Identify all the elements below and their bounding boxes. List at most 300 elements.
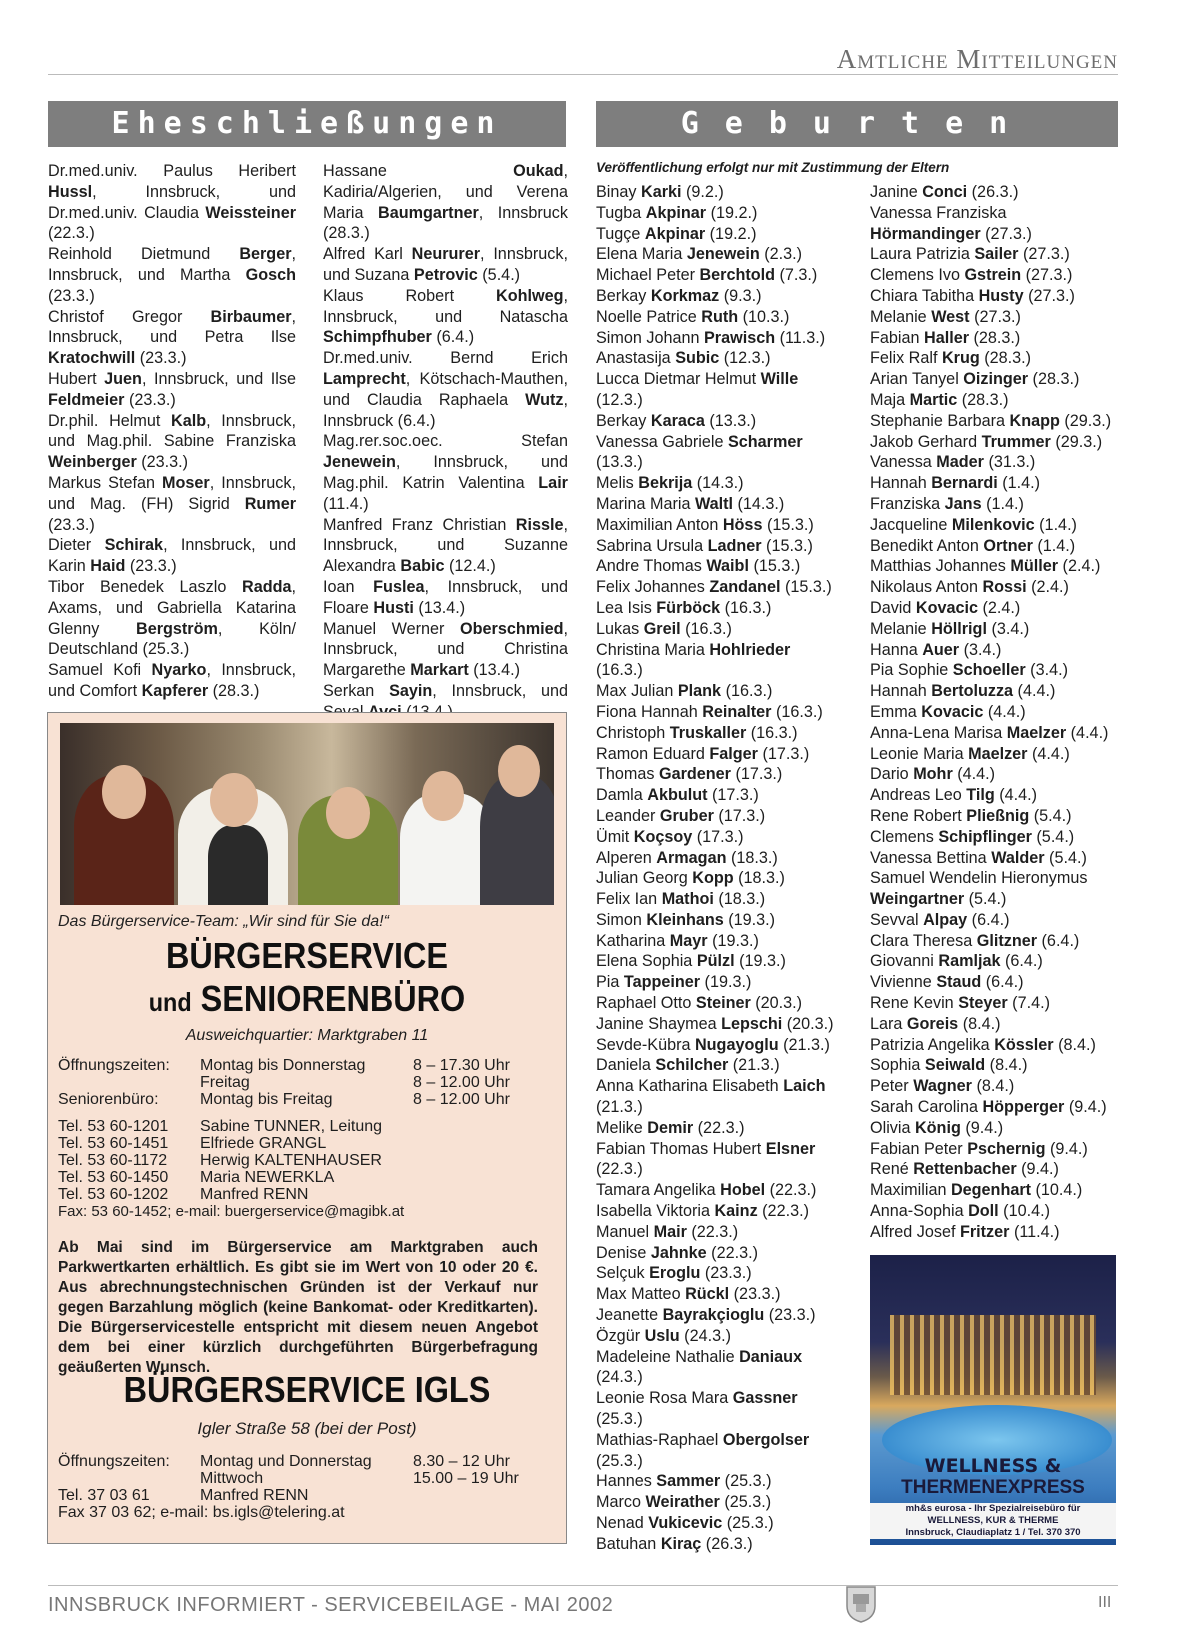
entry-text: Jeanette	[596, 1306, 663, 1325]
entry-text: Fabian Thomas Hubert	[596, 1139, 766, 1158]
marriage-entry	[48, 369, 296, 411]
marriage-entry	[323, 161, 568, 244]
surname: Berger	[239, 245, 292, 264]
entry-text: (12.4.)	[444, 557, 496, 576]
wellness-line-5: Innsbruck, Claudiaplatz 1 / Tel. 370 370	[905, 1527, 1081, 1538]
birth-entry	[870, 286, 1120, 307]
entry-text: Mathias-Raphael	[596, 1430, 723, 1449]
entry-text: Jakob Gerhard	[870, 432, 982, 451]
entry-text: , Innsbruck, und Christina Margarethe	[323, 619, 568, 680]
birth-entry	[870, 1055, 1120, 1076]
surname: Schoeller	[952, 661, 1026, 680]
phone-row-cell: Maria NEWERKLA	[200, 1169, 335, 1186]
entry-text: (8.4.)	[958, 1014, 1001, 1033]
birth-entry	[596, 1035, 840, 1056]
entry-text: Lea Isis	[596, 598, 657, 617]
surname: Elsner	[765, 1139, 816, 1158]
birth-entry	[596, 744, 840, 765]
surname: Mair	[653, 1222, 687, 1241]
entry-text: Dario	[870, 765, 914, 784]
birth-entry	[596, 494, 840, 515]
birth-entry	[596, 931, 840, 952]
entry-text: Leander	[596, 806, 660, 825]
surname: Ortner	[983, 536, 1033, 555]
surname: Schirak	[104, 536, 164, 555]
birth-entry	[596, 265, 840, 286]
surname: Schilcher	[655, 1056, 729, 1075]
igls-phone-row-cell: Manfred RENN	[200, 1487, 309, 1504]
hours-row-cell: 8 – 17.30 Uhr	[413, 1057, 510, 1074]
entry-text: (23.3.)	[125, 557, 177, 576]
birth-entry	[870, 1201, 1120, 1222]
hours-row-cell: Montag bis Donnerstag	[200, 1057, 366, 1074]
igls-address: Igler Straße 58 (bei der Post)	[197, 1419, 417, 1438]
entry-text: Klaus Robert	[323, 286, 497, 305]
igls-contact	[58, 1487, 558, 1521]
birth-entry	[870, 515, 1120, 536]
surname: Gardener	[658, 765, 731, 784]
surname: Tilg	[966, 786, 995, 805]
igls-title: BÜRGERSERVICE IGLS	[123, 1369, 491, 1410]
surname: Waltl	[694, 494, 734, 513]
surname: Oukad	[513, 162, 564, 180]
marriage-entry	[48, 244, 296, 306]
surname: Ladner	[707, 536, 762, 555]
birth-entry	[596, 1263, 840, 1284]
surname: Husty	[978, 286, 1024, 305]
entry-text: (25.3.)	[596, 1451, 643, 1470]
entry-text: Dieter	[48, 536, 105, 555]
surname: König	[914, 1118, 961, 1137]
entry-text: , Innsbruck, und Dr.med.univ. Claudia	[48, 182, 296, 222]
marriage-entry	[48, 307, 296, 369]
entry-text: Berkay	[596, 286, 651, 305]
surname: Demir	[647, 1118, 694, 1137]
entry-text: Vanessa Bettina	[870, 848, 992, 867]
entry-text: (14.3.)	[733, 494, 785, 513]
surname: Wutz	[525, 390, 564, 409]
page-header	[48, 40, 1118, 75]
entry-text: Raphael Otto	[596, 994, 696, 1013]
entry-text: (23.3.)	[48, 286, 95, 305]
entry-text: Noelle Patrice	[596, 307, 702, 326]
entry-text: (10.4.)	[1031, 1181, 1083, 1200]
birth-entry	[596, 473, 840, 494]
surname: Jans	[944, 494, 982, 513]
birth-entry	[596, 203, 840, 224]
surname: Goreis	[906, 1014, 959, 1033]
entry-text: Markus Stefan	[48, 473, 163, 492]
igls-hours-row-cell: Öffnungszeiten:	[58, 1453, 170, 1470]
birth-entry	[870, 619, 1120, 640]
surname: Mayr	[669, 931, 708, 950]
birth-entry	[870, 182, 1120, 203]
page-number: III	[1098, 1594, 1112, 1611]
surname: Greil	[643, 619, 681, 638]
surname: Eroglu	[649, 1264, 701, 1283]
entry-text: (12.3.)	[719, 349, 771, 368]
hours-row	[58, 1074, 558, 1091]
entry-text: (2.3.)	[759, 245, 803, 264]
surname: Karaca	[650, 411, 705, 430]
phone-row	[58, 1186, 558, 1203]
birth-entry	[596, 640, 840, 682]
wellness-ad	[870, 1255, 1116, 1545]
marriage-entry	[323, 348, 568, 431]
entry-text: Damla	[596, 786, 648, 805]
birth-entry	[870, 494, 1120, 515]
entry-text: (14.3.)	[692, 474, 744, 493]
parking-notice: Ab Mai sind im Bürgerservice am Marktgraben auch Parkwertkarten erhältlich. Es gibt sie im Wert von 10 oder 20 €. Aus abrechnungstechnischen Gründen ist der Verkauf nur gegen Barzahlung möglich (keine Bankomat- oder Kreditkarten). Die Bürgerservicestelle entspricht mit diesem neuen Angebot dem bei einer kürzlich durchgeführten Bürgerbefragung geäußerten Wunsch.	[58, 1239, 538, 1376]
marriages-column-1	[48, 161, 296, 702]
entry-text: (23.3.)	[124, 390, 176, 409]
surname: Gruber	[659, 806, 714, 825]
entry-text: Tamara Angelika	[596, 1181, 721, 1200]
entry-text: (27.3.)	[980, 224, 1032, 243]
entry-text: (27.3.)	[1021, 266, 1073, 285]
surname: Hohlrieder	[709, 640, 791, 659]
igls-hours-row-cell: 8.30 – 12 Uhr	[413, 1453, 510, 1470]
surname: Ruth	[701, 307, 739, 326]
surname: Kovacic	[921, 702, 984, 721]
surname: Kainz	[714, 1202, 758, 1221]
surname: Milenkovic	[951, 515, 1035, 534]
entry-text: Sevval	[870, 910, 924, 929]
phone-row	[58, 1135, 558, 1152]
ad-temp-address: Ausweichquartier: Marktgraben 11	[185, 1027, 429, 1044]
entry-text: Max Matteo	[596, 1285, 686, 1304]
entry-text: (16.3.)	[720, 598, 772, 617]
entry-text: (9.4.)	[960, 1118, 1004, 1137]
entry-text: , Innsbruck, und Mag.phil. Katrin Valentina	[323, 453, 568, 492]
entry-text: Dr.med.univ. Bernd Erich	[323, 349, 568, 368]
entry-text: Laura Patrizia	[870, 245, 975, 264]
surname: Feldmeier	[48, 390, 125, 409]
entry-text: (21.3.)	[728, 1056, 780, 1075]
surname: Scharmer	[727, 432, 803, 451]
entry-text: (5.4.)	[964, 890, 1007, 909]
entry-text: (1.4.)	[1034, 515, 1077, 534]
entry-text: Simon Johann	[596, 328, 704, 347]
surname: Kovacic	[915, 598, 978, 617]
surname: Akpinar	[644, 224, 706, 243]
entry-text: (28.3.)	[957, 390, 1009, 409]
entry-text: (27.3.)	[969, 307, 1021, 326]
birth-entry	[596, 348, 840, 369]
entry-text: (23.3.)	[135, 349, 187, 368]
entry-text: Katharina	[596, 931, 670, 950]
entry-text: Maximilian Anton	[596, 515, 723, 534]
surname: Krug	[941, 349, 980, 368]
igls-phone-row	[58, 1487, 558, 1504]
entry-text: Nikolaus Anton	[870, 578, 983, 597]
surname: Schipflinger	[938, 827, 1032, 846]
surname: Falger	[709, 744, 758, 763]
entry-text: Christof Gregor	[48, 307, 211, 326]
surname: Martic	[909, 390, 958, 409]
birth-entry	[870, 369, 1120, 390]
entry-text: (19.3.)	[707, 931, 759, 950]
marriages-column-2	[323, 161, 568, 723]
births-column-2	[870, 182, 1120, 1243]
birth-entry	[596, 910, 840, 931]
entry-text: (3.4.)	[1025, 661, 1068, 680]
entry-text: Lucca Dietmar Helmut	[596, 370, 761, 389]
entry-text: (19.3.)	[734, 952, 786, 971]
surname: Moser	[162, 473, 210, 492]
marriage-entry	[48, 535, 296, 577]
hotel-image	[890, 1315, 1096, 1395]
entry-text: (15.3.)	[748, 557, 801, 576]
entry-text: (17.3.)	[707, 786, 759, 805]
entry-text: Janine Shaymea	[596, 1014, 722, 1033]
entry-text: (4.4.)	[983, 702, 1026, 721]
birth-entry	[870, 681, 1120, 702]
surname: Reinalter	[702, 702, 772, 721]
entry-text: (22.3.)	[686, 1222, 739, 1241]
entry-text: (4.4.)	[1013, 682, 1056, 701]
entry-text: Lukas	[596, 619, 644, 638]
entry-text: (24.3.)	[596, 1368, 643, 1387]
entry-text: (17.3.)	[730, 765, 783, 784]
entry-text: Samuel Wendelin Hieronymus	[870, 869, 1088, 888]
entry-text: Sevde-Kübra	[596, 1035, 695, 1054]
surname: Pülzl	[696, 952, 735, 971]
fax-email: Fax: 53 60-1452; e-mail: buergerservice@magibk.at	[58, 1203, 405, 1220]
surname: Kössler	[994, 1035, 1054, 1054]
surname: Karki	[641, 183, 682, 201]
marriage-entry	[323, 431, 568, 514]
surname: Weinberger	[48, 453, 137, 472]
entry-text: (22.3.)	[765, 1181, 817, 1200]
entry-text: (6.4.)	[967, 910, 1010, 929]
birth-entry	[870, 1159, 1120, 1180]
entry-text: (26.3.)	[701, 1534, 753, 1553]
entry-text: Denise	[596, 1243, 651, 1262]
birth-entry	[596, 1139, 840, 1181]
entry-text: (1.4.)	[1032, 536, 1076, 555]
entry-text: (18.3.)	[726, 848, 778, 867]
marriage-entry	[48, 577, 296, 660]
birth-entry	[596, 577, 840, 598]
surname: Haller	[924, 328, 969, 347]
footer-text: INNSBRUCK INFORMIERT - SERVICEBEILAGE - MAI 2002	[48, 1594, 614, 1616]
birth-entry	[870, 640, 1120, 661]
entry-text: Felix Ralf	[870, 349, 942, 368]
entry-text: Leonie Maria	[870, 744, 969, 763]
entry-text: Julian Georg	[596, 869, 693, 888]
birth-entry	[870, 785, 1120, 806]
entry-text: (6.4.)	[1000, 952, 1043, 971]
entry-text: , Innsbruck, und Floare	[323, 577, 568, 617]
entry-text: (27.3.)	[1023, 286, 1075, 305]
surname: Bertoluzza	[931, 682, 1014, 701]
entry-text: (9.4.)	[1064, 1098, 1107, 1117]
entry-text: Andre Thomas	[596, 557, 707, 576]
surname: Akpinar	[645, 203, 707, 222]
entry-text: (22.3.)	[706, 1243, 758, 1262]
birth-entry	[596, 764, 840, 785]
entry-text: (25.3.)	[596, 1410, 643, 1429]
entry-text: (22.3.)	[757, 1202, 809, 1221]
birth-entry	[596, 1055, 840, 1076]
entry-text: (7.3.)	[775, 266, 818, 285]
surname: Fritzer	[959, 1222, 1010, 1241]
birth-entry	[596, 515, 840, 536]
entry-text: Arian Tanyel	[870, 370, 964, 389]
surname: Degenhart	[950, 1181, 1032, 1200]
surname: Daniaux	[739, 1347, 803, 1366]
entry-text: (16.3.)	[721, 682, 773, 701]
birth-entry	[870, 432, 1120, 453]
birth-entry	[870, 931, 1120, 952]
entry-text: (20.3.)	[750, 994, 803, 1013]
entry-text: (15.3.)	[780, 578, 832, 597]
entry-text: , Innsbruck, und Martha	[48, 245, 296, 284]
birth-entry	[596, 1014, 840, 1035]
surname: Kapferer	[141, 681, 209, 700]
entry-text: (10.3.)	[738, 307, 790, 326]
entry-text: Melis	[596, 474, 639, 493]
entry-text: Manuel	[596, 1222, 654, 1241]
hours-row-cell: Freitag	[200, 1074, 250, 1091]
entry-text: (3.4.)	[959, 640, 1002, 659]
wellness-line-3: mh&s eurosa - Ihr Spezialreisebüro für	[905, 1503, 1081, 1514]
entry-text: Mag.rer.soc.oec. Stefan	[323, 432, 568, 451]
entry-text: Janine	[870, 183, 923, 201]
hours-row-cell: Seniorenbüro:	[58, 1091, 159, 1108]
marriage-entry	[48, 161, 296, 244]
surname: Kleinhans	[646, 910, 724, 929]
entry-text: (16.3.)	[680, 619, 732, 638]
entry-text: Max Julian	[596, 682, 678, 701]
surname: Rumer	[244, 494, 296, 513]
entry-text: Tugba	[596, 203, 646, 222]
birth-entry	[870, 244, 1120, 265]
entry-text: Manuel Werner	[323, 619, 461, 638]
entry-text: , Axams, und Gabriella Katarina Glenny	[48, 577, 296, 638]
entry-text: , Innsbruck, und Ilse	[141, 369, 296, 388]
birth-entry	[596, 972, 840, 993]
birth-entry	[596, 1222, 840, 1243]
ad-subtitle-text: SENIORENBÜRO	[200, 978, 466, 1019]
surname: Bayrakçioglu	[662, 1306, 765, 1325]
entry-text: Tibor Benedek Laszlo	[48, 577, 243, 596]
entry-text: Marina Maria	[596, 494, 695, 513]
phone-row	[58, 1152, 558, 1169]
entry-text: Reinhold Dietmund	[48, 245, 240, 264]
birth-entry	[870, 1222, 1120, 1243]
birth-entry	[596, 536, 840, 557]
entry-text: (11.4.)	[1009, 1222, 1060, 1241]
entry-text: (7.4.)	[1007, 994, 1050, 1013]
surname: Lepschi	[721, 1014, 783, 1033]
entry-text: Felix Johannes	[596, 578, 710, 597]
entry-text: (5.4.)	[1044, 848, 1087, 867]
surname: Nyarko	[151, 661, 207, 680]
entry-text: Matthias Johannes	[870, 557, 1011, 576]
surname: Maelzer	[1006, 723, 1067, 742]
entry-text: Patrizia Angelika	[870, 1035, 995, 1054]
entry-text: (20.3.)	[782, 1014, 834, 1033]
entry-text: Melanie	[870, 307, 932, 326]
birth-entry	[870, 764, 1120, 785]
birth-entry	[596, 1284, 840, 1305]
team-photo	[60, 723, 554, 905]
entry-text: (13.4.)	[468, 661, 521, 680]
birth-entry	[870, 390, 1120, 411]
birth-entry	[596, 1201, 840, 1222]
entry-text: (23.3.)	[700, 1264, 752, 1283]
wellness-text	[870, 1455, 1116, 1539]
surname: Bergström	[136, 619, 218, 638]
surname: Fuslea	[373, 577, 425, 596]
birth-entry	[596, 182, 840, 203]
entry-text: Hannah	[870, 682, 932, 701]
entry-text: (25.3.)	[719, 1493, 772, 1512]
entry-text: Hassane	[323, 162, 514, 180]
footer-divider	[48, 1585, 1118, 1586]
entry-text: Christoph	[596, 723, 670, 742]
entry-text: Sarah Carolina	[870, 1098, 983, 1117]
birth-entry	[596, 1492, 840, 1513]
phone-row-cell: Tel. 53 60-1202	[58, 1186, 169, 1203]
entry-text: (23.3.)	[729, 1285, 781, 1304]
header-title: Amtliche Mitteilungen	[836, 44, 1118, 74]
surname: Trummer	[981, 432, 1051, 451]
igls-hours-row	[58, 1470, 558, 1487]
birth-entry	[870, 307, 1120, 328]
surname: West	[931, 307, 970, 326]
birth-entry	[870, 1014, 1120, 1035]
entry-text: Giovanni	[870, 952, 939, 971]
surname: Fürböck	[656, 598, 721, 617]
surname: Kopp	[692, 869, 734, 888]
entry-text: (21.3.)	[778, 1035, 830, 1054]
phone-row-cell: Tel. 53 60-1451	[58, 1135, 169, 1152]
surname: Jenewein	[686, 245, 760, 264]
entry-text: Franziska	[870, 494, 945, 513]
birth-entry	[596, 1513, 840, 1534]
entry-text: (9.3.)	[719, 286, 762, 305]
surname: Sayin	[389, 681, 433, 700]
birth-entry	[870, 910, 1120, 931]
surname: Schimpfhuber	[323, 328, 432, 347]
birth-entry	[596, 1534, 840, 1555]
entry-text: (4.4.)	[952, 765, 996, 784]
surname: Jahnke	[650, 1243, 707, 1262]
marriage-entry	[48, 660, 296, 702]
entry-text: (21.3.)	[596, 1098, 643, 1117]
entry-text: (17.3.)	[692, 827, 744, 846]
entry-text: , Innsbruck, und Petra Ilse	[48, 307, 296, 347]
entry-text: Daniela	[596, 1056, 656, 1075]
entry-text: Vanessa Franziska	[870, 203, 1007, 222]
surname: Rossi	[982, 578, 1027, 597]
surname: Höllrigl	[931, 619, 987, 638]
entry-text: (15.3.)	[761, 536, 813, 555]
entry-text: Clemens	[870, 827, 939, 846]
birth-entry	[596, 1471, 840, 1492]
phone-row-cell: Herwig KALTENHAUSER	[200, 1152, 382, 1169]
birth-entry	[870, 972, 1120, 993]
entry-text: (2.4.)	[977, 598, 1021, 617]
ad-subtitle	[74, 978, 540, 1020]
phone-list	[58, 1118, 558, 1203]
surname: Steiner	[695, 994, 751, 1013]
birth-entry	[596, 328, 840, 349]
birth-entry	[596, 806, 840, 827]
